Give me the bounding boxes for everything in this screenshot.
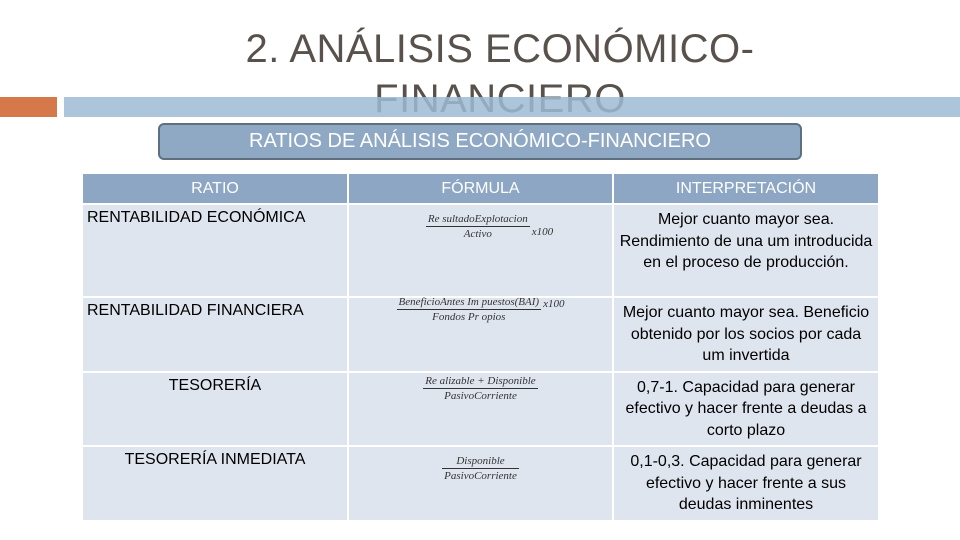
subtitle-box: RATIOS DE ANÁLISIS ECONÓMICO-FINANCIERO: [158, 123, 802, 160]
ratio-name: TESORERÍA: [82, 372, 348, 447]
ratio-name: RENTABILIDAD FINANCIERA: [82, 297, 348, 372]
formula-numerator: Disponible: [442, 455, 519, 469]
formula: [348, 446, 613, 521]
formula-numerator: Re alizable + Disponible: [425, 374, 536, 387]
formula-denominator: Fondos Pr opios: [432, 311, 506, 323]
interpretation: 0,7-1. Capacidad para generar efectivo y hacer frente a deudas a corto plazo: [613, 372, 879, 447]
header-ratio: RATIO: [82, 173, 348, 204]
formula-denominator: PasivoCorriente: [444, 470, 517, 482]
formula: [348, 204, 613, 297]
formula-numerator: BeneficioAntes Im puestos(BAI): [398, 296, 540, 308]
interpretation: 0,1-0,3. Capacidad para generar efectivo y hacer frente a sus deudas inminentes: [613, 446, 879, 521]
header-formula: FÓRMULA: [348, 173, 613, 204]
accent-bar-blue: [64, 97, 960, 117]
table-row: [82, 446, 879, 521]
table-row: [82, 372, 879, 447]
interpretation: Mejor cuanto mayor sea. Rendimiento de una um introducida en el proceso de producción.: [613, 204, 879, 297]
slide-title: 2. ANÁLISIS ECONÓMICO-: [245, 27, 755, 71]
table-header-row: [82, 173, 879, 204]
formula-denominator: Activo: [463, 228, 492, 240]
formula: [348, 297, 613, 372]
interpretation: Mejor cuanto mayor sea. Beneficio obtenido por los socios por cada um invertida: [613, 297, 879, 372]
ratio-name: TESORERÍA INMEDIATA: [82, 446, 348, 521]
header-interpretation: INTERPRETACIÓN: [613, 173, 879, 204]
formula-multiplier: x100: [543, 297, 565, 310]
formula-numerator: Re sultadoExplotacion: [427, 213, 528, 225]
accent-bar-orange: [0, 97, 57, 117]
table-row: [82, 297, 879, 372]
ratio-name: RENTABILIDAD ECONÓMICA: [82, 204, 348, 297]
ratios-table: [81, 172, 880, 522]
formula-multiplier: x100: [531, 225, 554, 238]
formula-denominator: PasivoCorriente: [444, 389, 517, 402]
table-row: [82, 204, 879, 297]
formula: [348, 372, 613, 447]
